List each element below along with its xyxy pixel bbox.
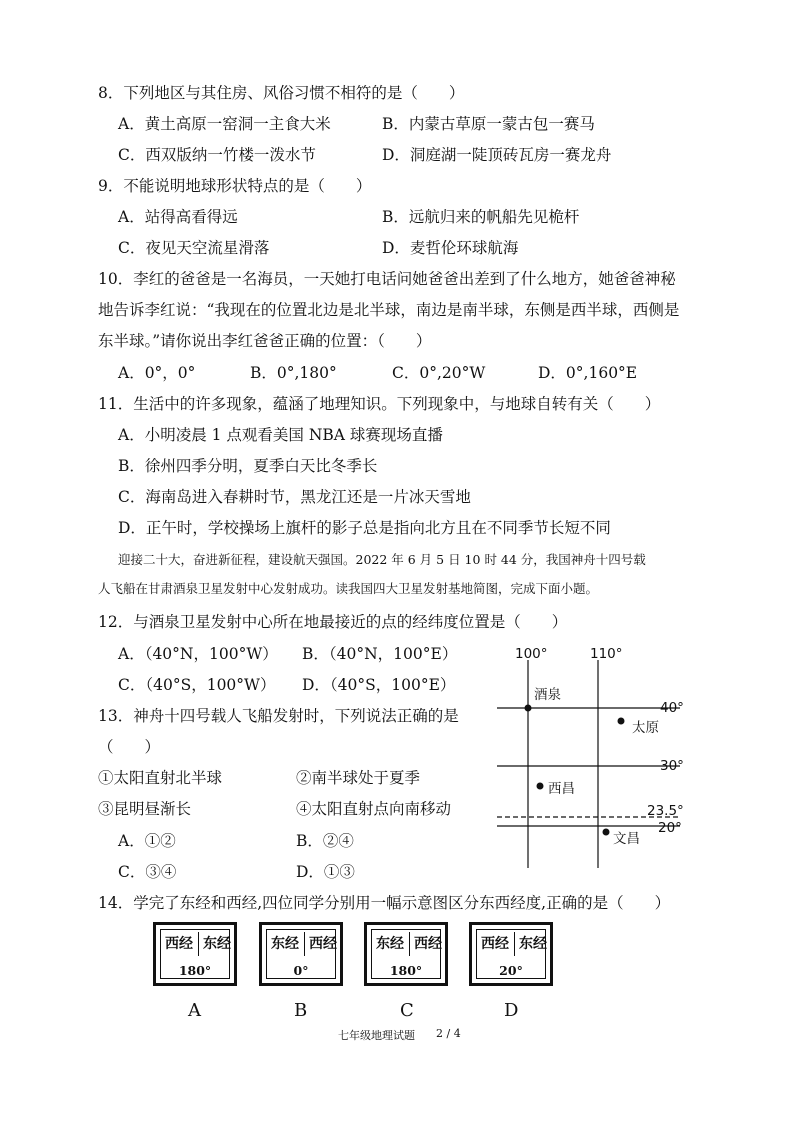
q8-option-c: C．西双版纳一竹楼一泼水节 — [118, 146, 316, 164]
diagram-d-letter: D — [504, 1000, 519, 1021]
q13-option-d: D．①③ — [296, 863, 355, 881]
q10-option-d: D．0°,160°E — [538, 364, 638, 382]
q10-option-c: C．0°,20°W — [392, 364, 486, 382]
q9-option-a: A．站得高看得远 — [118, 208, 238, 226]
lat-label-23-5: 23.5° — [647, 803, 684, 819]
diagram-c-letter: C — [400, 1000, 414, 1021]
diagram-b-letter: B — [294, 1000, 308, 1021]
q10-stem-line1: 10．李红的爸爸是一名海员，一天她打电话问她爸爸出差到了什么地方，她爸爸神秘 — [98, 270, 676, 288]
lon-label-100: 100° — [515, 646, 548, 662]
q13-option-b: B．②④ — [296, 832, 354, 850]
q10-option-b: B．0°,180° — [250, 364, 337, 382]
diagram-a-right-label: 东经 — [203, 936, 231, 952]
q8-stem: 8．下列地区与其住房、风俗习惯不相符的是（ ） — [98, 84, 465, 102]
passage-line2: 人飞船在甘肃酒泉卫星发射中心发射成功。读我国四大卫星发射基地简图，完成下面小题。 — [98, 581, 599, 596]
q13-option-a: A．①② — [118, 832, 176, 850]
site-label-wenchang: 文昌 — [613, 831, 640, 847]
q11-option-c: C．海南岛进入春耕时节，黑龙江还是一片冰天雪地 — [118, 488, 471, 506]
footer-title: 七年级地理试题 — [338, 1029, 415, 1042]
site-label-taiyuan: 太原 — [632, 720, 659, 736]
q13-stem-line2: （ ） — [98, 738, 161, 756]
diagram-b-right-label: 西经 — [309, 936, 337, 952]
q11-option-a: A．小明凌晨 1 点观看美国 NBA 球赛现场直播 — [118, 426, 443, 444]
site-label-xichang: 西昌 — [548, 781, 575, 797]
lat-label-40: 40° — [660, 700, 684, 716]
diagram-d-left-label: 西经 — [481, 936, 509, 952]
site-label-jiuquan: 酒泉 — [534, 687, 561, 703]
q11-option-d: D．正午时，学校操场上旗杆的影子总是指向北方且在不同季节长短不同 — [118, 519, 611, 537]
q12-option-b: B．（40°N，100°E） — [302, 645, 458, 663]
q8-option-b: B．内蒙古草原一蒙古包一赛马 — [382, 115, 595, 133]
page-number: 2 / 4 — [436, 1027, 461, 1040]
diagram-a-degree: 180° — [178, 963, 212, 978]
lon-label-110: 110° — [590, 646, 623, 662]
q12-option-a: A．（40°N，100°W） — [118, 645, 278, 663]
q9-option-b: B．远航归来的帆船先见桅杆 — [382, 208, 580, 226]
diagram-b — [259, 922, 343, 986]
q12-option-d: D．（40°S，100°E） — [302, 676, 456, 694]
diagram-c-right-label: 西经 — [414, 936, 442, 952]
lat-label-30: 30° — [660, 758, 684, 774]
q11-option-b: B．徐州四季分明，夏季白天比冬季长 — [118, 457, 378, 475]
q10-option-a: A．0°，0° — [118, 364, 196, 382]
passage-line1: 迎接二十大，奋进新征程，建设航天强国。2022 年 6 月 5 日 10 时 44 分，我国神舟十四号载 — [118, 552, 646, 567]
q13-statement-2: ②南半球处于夏季 — [296, 769, 421, 787]
xichang-dot — [537, 783, 544, 790]
diagram-c-left-label: 东经 — [376, 936, 404, 952]
q13-statement-4: ④太阳直射点向南移动 — [296, 800, 452, 818]
q10-stem-line3: 东半球。”请你说出李红爸爸正确的位置：（ ） — [98, 332, 432, 350]
q14-stem: 14．学完了东经和西经,四位同学分别用一幅示意图区分东西经度,正确的是（ ） — [98, 894, 671, 912]
diagram-b-left-label: 东经 — [271, 936, 299, 952]
q12-option-c: C．（40°S，100°W） — [118, 676, 276, 694]
diagram-c-degree: 180° — [389, 963, 423, 978]
q13-statement-3: ③昆明昼渐长 — [98, 800, 192, 818]
wenchang-dot — [603, 829, 610, 836]
q9-option-c: C．夜见天空流星滑落 — [118, 239, 270, 257]
jiuquan-dot — [525, 705, 532, 712]
diagram-b-degree: 0° — [293, 963, 309, 978]
q13-option-c: C．③④ — [118, 863, 177, 881]
q8-option-a: A．黄土高原一窑洞一主食大米 — [118, 115, 331, 133]
diagram-c-divider — [409, 932, 410, 956]
q10-stem-line2: 地告诉李红说：“我现在的位置北边是北半球，南边是南半球，东侧是西半球，西侧是 — [98, 301, 680, 319]
diagram-a-left-label: 西经 — [165, 936, 193, 952]
diagram-d-degree: 20° — [499, 963, 523, 978]
q13-stem-line1: 13．神舟十四号载人飞船发射时，下列说法正确的是 — [98, 707, 459, 725]
diagram-d-divider — [514, 932, 515, 956]
diagram-a-divider — [198, 932, 199, 956]
lat-label-20: 20° — [658, 820, 682, 836]
q8-option-d: D．洞庭湖一陡顶砖瓦房一赛龙舟 — [382, 146, 612, 164]
diagram-a-letter: A — [188, 1000, 201, 1021]
q9-stem: 9．不能说明地球形状特点的是（ ） — [98, 177, 372, 195]
q9-option-d: D．麦哲伦环球航海 — [382, 239, 519, 257]
taiyuan-dot — [618, 718, 625, 725]
diagram-d-right-label: 东经 — [519, 936, 547, 952]
diagram-d — [469, 922, 553, 986]
q11-stem: 11．生活中的许多现象，蕴涵了地理知识。下列现象中，与地球自转有关（ ） — [98, 395, 661, 413]
diagram-c — [364, 922, 448, 986]
diagram-b-divider — [304, 932, 305, 956]
q13-statement-1: ①太阳直射北半球 — [98, 769, 223, 787]
diagram-a — [153, 922, 237, 986]
q12-stem: 12．与酒泉卫星发射中心所在地最接近的点的经纬度位置是（ ） — [98, 613, 568, 631]
